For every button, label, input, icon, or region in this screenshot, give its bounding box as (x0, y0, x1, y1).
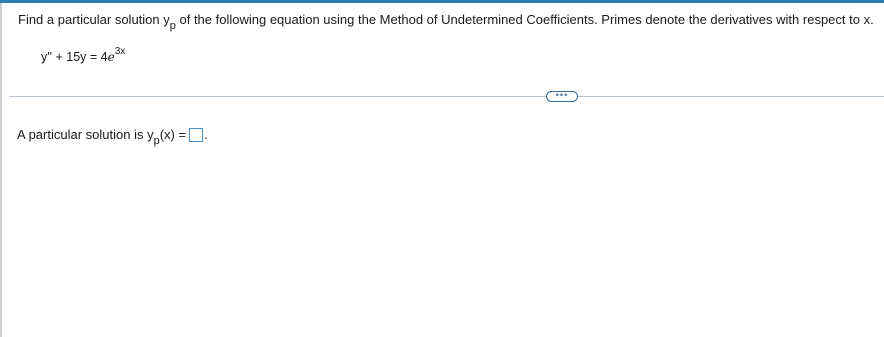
problem-text-before: Find a particular solution (18, 12, 164, 27)
answer-solution-symbol (147, 127, 160, 147)
left-border (0, 3, 2, 337)
more-options-button[interactable]: ••• (546, 91, 578, 102)
answer-input-field[interactable] (189, 128, 203, 142)
particular-solution-symbol (163, 12, 176, 32)
symbol-subscript-p: p (169, 20, 176, 32)
symbol-y: y (163, 12, 170, 27)
equation-lhs: y'' (41, 50, 53, 64)
answer-prompt (17, 127, 208, 147)
top-accent-bar (0, 0, 884, 3)
section-divider (9, 96, 884, 97)
problem-statement (18, 12, 874, 32)
equation-exponent: 3x (114, 46, 126, 57)
differential-equation (41, 46, 126, 65)
equation-exp-base: e (107, 50, 115, 64)
answer-symbol-subscript-p: p (153, 135, 160, 147)
answer-trailing-period: . (204, 127, 208, 142)
answer-text-before: A particular solution is (17, 127, 148, 142)
answer-argument: (x) = (159, 127, 187, 142)
equation-middle: + 15y = 4 (52, 50, 108, 64)
answer-symbol-y: y (147, 127, 154, 142)
problem-text-after: of the following equation using the Method of Undetermined Coefficients. Primes denote the derivatives with respect to x. (175, 12, 874, 27)
